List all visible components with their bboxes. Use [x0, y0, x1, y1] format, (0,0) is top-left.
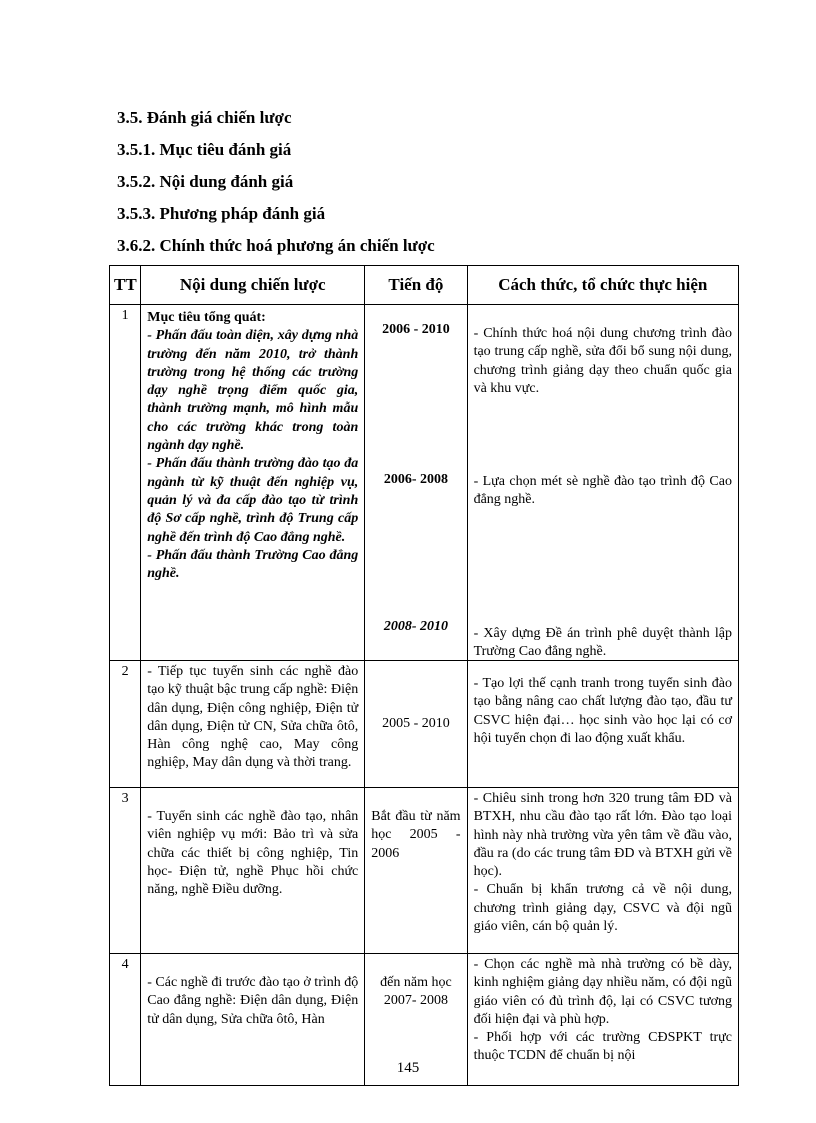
row-content: - Tiếp tục tuyển sinh các nghề đào tạo kỹ thuật bậc trung cấp nghề: Điện dân dụng, Điện công nghiệp, Điện tử dân dụng, Điện tử CN, Sửa chữa ôtô, Hàn công nghệ cao, May công nghiệp, May dân dụng và thời trang.	[141, 661, 365, 788]
heading-evaluation-objectives: 3.5.1. Mục tiêu đánh giá	[117, 140, 292, 159]
progress-value: 2008- 2010	[383, 619, 448, 634]
table-row	[110, 305, 739, 661]
progress-value: 2006 - 2010	[382, 322, 450, 337]
row-number: 3	[110, 788, 141, 954]
heading-evaluation-method: 3.5.3. Phương pháp đánh giá	[117, 204, 326, 223]
heading-formalize-strategy: 3.6.2. Chính thức hoá phương án chiến lược	[117, 236, 435, 255]
section-headings	[117, 108, 737, 268]
strategy-table	[109, 265, 739, 1086]
progress-value: 2006- 2008	[383, 472, 448, 487]
header-content: Nội dung chiến lược	[141, 266, 365, 305]
row-method	[467, 788, 738, 954]
method-item: - Chọn các nghề mà nhà trường có bề dày, kinh nghiệm giảng dạy nhiều năm, có đội ngũ giáo viên có đủ trình độ, lại có CSVC tương đối hiện đại và phù hợp.	[473, 957, 732, 1027]
table-row	[110, 788, 739, 954]
row-number: 1	[110, 305, 141, 661]
page-number: 145	[396, 1060, 420, 1076]
table-row	[110, 661, 739, 788]
row-content: - Các nghề đi trước đào tạo ở trình độ Cao đẳng nghề: Điện dân dụng, Điện tử dân dụng, Sửa chữa ôtô, Hàn	[141, 954, 365, 1086]
row-content: - Tuyển sinh các nghề đào tạo, nhân viên nghiệp vụ mới: Bảo trì và sửa chữa các thiết bị công nghiệp, Tin học- Điện tử, nghề Phục hồi chức năng, nghề Điều dưỡng.	[141, 788, 365, 954]
header-progress: Tiến độ	[365, 266, 467, 305]
content-item: - Phấn đấu thành trường đào tạo đa ngành từ kỹ thuật đến nghiệp vụ, quản lý và đa cấp đào tạo từ trình độ Sơ cấp nghề, trình độ Trung cấp nghề đến trình độ Cao đẳng nghề.	[147, 456, 359, 545]
content-item: - Phấn đấu toàn diện, xây dựng nhà trường đến năm 2010, trở thành trường trong hệ thống các trường dạy nghề trọng điểm quốc gia, thành trường mạnh, mô hình mẫu cho các trường khác trong toàn ngành dạy nghề.	[147, 328, 359, 454]
row-content	[141, 305, 365, 661]
row-progress	[365, 305, 467, 661]
method-item: - Lựa chọn mét sè nghề đào tạo trình độ Cao đẳng nghề.	[473, 474, 732, 508]
method-item: - Chiêu sinh trong hơn 320 trung tâm ĐD và BTXH, nhu cầu đào tạo rất lớn. Đào tạo loại hình này nhà trường vừa yên tâm về đầu vào, đầu ra (do các trung tâm ĐD và BTXH gửi về học).	[473, 791, 732, 880]
content-title: Mục tiêu tổng quát:	[147, 310, 266, 325]
row-progress: 2005 - 2010	[365, 661, 467, 788]
method-item: - Chuẩn bị khẩn trương cả về nội dung, chương trình giảng dạy, CSVC và đội ngũ giáo viên, cán bộ quản lý.	[473, 882, 732, 935]
header-method: Cách thức, tổ chức thực hiện	[467, 266, 738, 305]
table-header-row	[110, 266, 739, 305]
header-tt: TT	[110, 266, 141, 305]
row-progress: đến năm học 2007- 2008	[365, 954, 467, 1086]
row-method	[467, 305, 738, 661]
method-item: - Phối hợp với các trường CĐSPKT trực thuộc TCDN để chuẩn bị nội	[473, 1030, 732, 1064]
method-item: - Chính thức hoá nội dung chương trình đào tạo trung cấp nghề, sửa đổi bổ sung nội dung, chương trình giảng dạy theo chuẩn quốc gia và khu vực.	[473, 326, 732, 396]
row-number: 4	[110, 954, 141, 1086]
heading-strategy-evaluation: 3.5. Đánh giá chiến lược	[117, 108, 292, 127]
row-method: - Tạo lợi thế cạnh tranh trong tuyển sinh đào tạo bằng nâng cao chất lượng đào tạo, đầu tư CSVC hiện đại… học sinh vào học lại có cơ hội tuyển chọn đi lao động xuất khẩu.	[467, 661, 738, 788]
heading-evaluation-content: 3.5.2. Nội dung đánh giá	[117, 172, 294, 191]
row-number: 2	[110, 661, 141, 788]
content-item: - Phấn đấu thành Trường Cao đẳng nghề.	[147, 547, 359, 582]
row-progress: Bắt đầu từ năm học 2005 - 2006	[365, 788, 467, 954]
method-item: - Xây dựng Đề án trình phê duyệt thành lập Trường Cao đẳng nghề.	[473, 626, 732, 660]
